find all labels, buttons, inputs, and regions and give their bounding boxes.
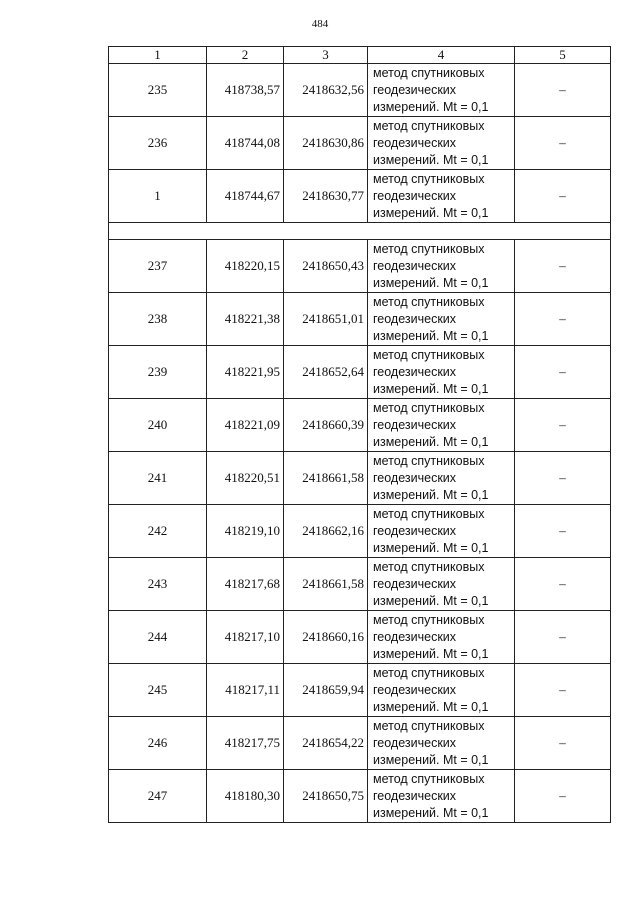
table-row bbox=[109, 346, 611, 399]
table-body bbox=[109, 64, 611, 823]
table-row bbox=[109, 717, 611, 770]
method-line: метод спутниковых bbox=[373, 294, 485, 309]
point-number-cell: 1 bbox=[109, 170, 207, 223]
column-header-4: 4 bbox=[368, 47, 515, 64]
method-line: метод спутниковых bbox=[373, 612, 485, 627]
method-cell bbox=[368, 717, 515, 770]
y-coordinate-cell: 2418661,58 bbox=[284, 452, 368, 505]
method-line: геодезических bbox=[373, 82, 457, 97]
method-line: геодезических bbox=[373, 788, 457, 803]
y-coordinate-cell: 2418660,16 bbox=[284, 611, 368, 664]
method-line: метод спутниковых bbox=[373, 241, 485, 256]
table-row bbox=[109, 770, 611, 823]
method-cell bbox=[368, 64, 515, 117]
y-coordinate-cell: 2418654,22 bbox=[284, 717, 368, 770]
method-line: измерений. Mt = 0,1 bbox=[373, 646, 489, 661]
point-number-cell: 243 bbox=[109, 558, 207, 611]
method-line: измерений. Mt = 0,1 bbox=[373, 381, 489, 396]
method-line: метод спутниковых bbox=[373, 400, 485, 415]
method-line: измерений. Mt = 0,1 bbox=[373, 205, 489, 220]
method-line: измерений. Mt = 0,1 bbox=[373, 593, 489, 608]
method-line: метод спутниковых bbox=[373, 559, 485, 574]
note-cell: – bbox=[515, 558, 611, 611]
method-line: измерений. Mt = 0,1 bbox=[373, 434, 489, 449]
point-number-cell: 238 bbox=[109, 293, 207, 346]
note-cell: – bbox=[515, 770, 611, 823]
note-cell: – bbox=[515, 64, 611, 117]
table-row bbox=[109, 240, 611, 293]
method-cell bbox=[368, 558, 515, 611]
method-line: измерений. Mt = 0,1 bbox=[373, 328, 489, 343]
note-cell: – bbox=[515, 293, 611, 346]
method-line: геодезических bbox=[373, 470, 457, 485]
method-line: измерений. Mt = 0,1 bbox=[373, 152, 489, 167]
note-cell: – bbox=[515, 346, 611, 399]
header-row bbox=[109, 47, 611, 64]
table-row bbox=[109, 558, 611, 611]
method-line: измерений. Mt = 0,1 bbox=[373, 275, 489, 290]
method-cell bbox=[368, 452, 515, 505]
method-cell bbox=[368, 170, 515, 223]
table-row bbox=[109, 452, 611, 505]
method-line: метод спутниковых bbox=[373, 453, 485, 468]
x-coordinate-cell: 418217,10 bbox=[207, 611, 284, 664]
method-cell bbox=[368, 117, 515, 170]
table-row bbox=[109, 664, 611, 717]
y-coordinate-cell: 2418651,01 bbox=[284, 293, 368, 346]
note-cell: – bbox=[515, 664, 611, 717]
x-coordinate-cell: 418221,38 bbox=[207, 293, 284, 346]
x-coordinate-cell: 418744,08 bbox=[207, 117, 284, 170]
point-number-cell: 242 bbox=[109, 505, 207, 558]
method-line: метод спутниковых bbox=[373, 718, 485, 733]
point-number-cell: 244 bbox=[109, 611, 207, 664]
method-line: метод спутниковых bbox=[373, 171, 485, 186]
section-separator-cell bbox=[109, 223, 611, 240]
x-coordinate-cell: 418220,15 bbox=[207, 240, 284, 293]
method-line: измерений. Mt = 0,1 bbox=[373, 699, 489, 714]
y-coordinate-cell: 2418660,39 bbox=[284, 399, 368, 452]
y-coordinate-cell: 2418632,56 bbox=[284, 64, 368, 117]
method-line: метод спутниковых bbox=[373, 665, 485, 680]
method-line: метод спутниковых bbox=[373, 65, 485, 80]
y-coordinate-cell: 2418659,94 bbox=[284, 664, 368, 717]
column-header-1: 1 bbox=[109, 47, 207, 64]
method-cell bbox=[368, 346, 515, 399]
note-cell: – bbox=[515, 240, 611, 293]
method-cell bbox=[368, 770, 515, 823]
note-cell: – bbox=[515, 170, 611, 223]
method-cell bbox=[368, 664, 515, 717]
method-line: геодезических bbox=[373, 523, 457, 538]
note-cell: – bbox=[515, 505, 611, 558]
x-coordinate-cell: 418221,09 bbox=[207, 399, 284, 452]
x-coordinate-cell: 418217,11 bbox=[207, 664, 284, 717]
method-line: измерений. Mt = 0,1 bbox=[373, 805, 489, 820]
y-coordinate-cell: 2418652,64 bbox=[284, 346, 368, 399]
note-cell: – bbox=[515, 452, 611, 505]
method-line: геодезических bbox=[373, 258, 457, 273]
point-number-cell: 237 bbox=[109, 240, 207, 293]
table-row bbox=[109, 399, 611, 452]
coordinates-table bbox=[108, 46, 611, 823]
point-number-cell: 236 bbox=[109, 117, 207, 170]
point-number-cell: 241 bbox=[109, 452, 207, 505]
method-line: метод спутниковых bbox=[373, 771, 485, 786]
method-cell bbox=[368, 611, 515, 664]
method-line: измерений. Mt = 0,1 bbox=[373, 752, 489, 767]
y-coordinate-cell: 2418650,75 bbox=[284, 770, 368, 823]
y-coordinate-cell: 2418662,16 bbox=[284, 505, 368, 558]
method-line: геодезических bbox=[373, 135, 457, 150]
note-cell: – bbox=[515, 717, 611, 770]
y-coordinate-cell: 2418650,43 bbox=[284, 240, 368, 293]
method-line: геодезических bbox=[373, 188, 457, 203]
x-coordinate-cell: 418744,67 bbox=[207, 170, 284, 223]
page-number: 484 bbox=[311, 18, 329, 30]
point-number-cell: 239 bbox=[109, 346, 207, 399]
method-line: геодезических bbox=[373, 682, 457, 697]
table-row bbox=[109, 170, 611, 223]
point-number-cell: 247 bbox=[109, 770, 207, 823]
table-row bbox=[109, 611, 611, 664]
method-cell bbox=[368, 399, 515, 452]
point-number-cell: 245 bbox=[109, 664, 207, 717]
note-cell: – bbox=[515, 117, 611, 170]
method-line: геодезических bbox=[373, 629, 457, 644]
column-header-5: 5 bbox=[515, 47, 611, 64]
y-coordinate-cell: 2418630,86 bbox=[284, 117, 368, 170]
table-row bbox=[109, 117, 611, 170]
note-cell: – bbox=[515, 611, 611, 664]
x-coordinate-cell: 418219,10 bbox=[207, 505, 284, 558]
column-header-2: 2 bbox=[207, 47, 284, 64]
method-line: измерений. Mt = 0,1 bbox=[373, 540, 489, 555]
method-line: геодезических bbox=[373, 417, 457, 432]
method-line: измерений. Mt = 0,1 bbox=[373, 99, 489, 114]
method-line: геодезических bbox=[373, 576, 457, 591]
method-line: геодезических bbox=[373, 735, 457, 750]
method-cell bbox=[368, 240, 515, 293]
method-line: метод спутниковых bbox=[373, 118, 485, 133]
y-coordinate-cell: 2418630,77 bbox=[284, 170, 368, 223]
method-line: метод спутниковых bbox=[373, 347, 485, 362]
note-cell: – bbox=[515, 399, 611, 452]
method-line: измерений. Mt = 0,1 bbox=[373, 487, 489, 502]
column-header-3: 3 bbox=[284, 47, 368, 64]
method-cell bbox=[368, 293, 515, 346]
point-number-cell: 240 bbox=[109, 399, 207, 452]
x-coordinate-cell: 418221,95 bbox=[207, 346, 284, 399]
method-cell bbox=[368, 505, 515, 558]
x-coordinate-cell: 418217,68 bbox=[207, 558, 284, 611]
point-number-cell: 235 bbox=[109, 64, 207, 117]
y-coordinate-cell: 2418661,58 bbox=[284, 558, 368, 611]
section-separator-row bbox=[109, 223, 611, 240]
x-coordinate-cell: 418180,30 bbox=[207, 770, 284, 823]
method-line: геодезических bbox=[373, 311, 457, 326]
table-row bbox=[109, 505, 611, 558]
method-line: геодезических bbox=[373, 364, 457, 379]
x-coordinate-cell: 418738,57 bbox=[207, 64, 284, 117]
table-row bbox=[109, 64, 611, 117]
point-number-cell: 246 bbox=[109, 717, 207, 770]
table-row bbox=[109, 293, 611, 346]
x-coordinate-cell: 418217,75 bbox=[207, 717, 284, 770]
method-line: метод спутниковых bbox=[373, 506, 485, 521]
x-coordinate-cell: 418220,51 bbox=[207, 452, 284, 505]
